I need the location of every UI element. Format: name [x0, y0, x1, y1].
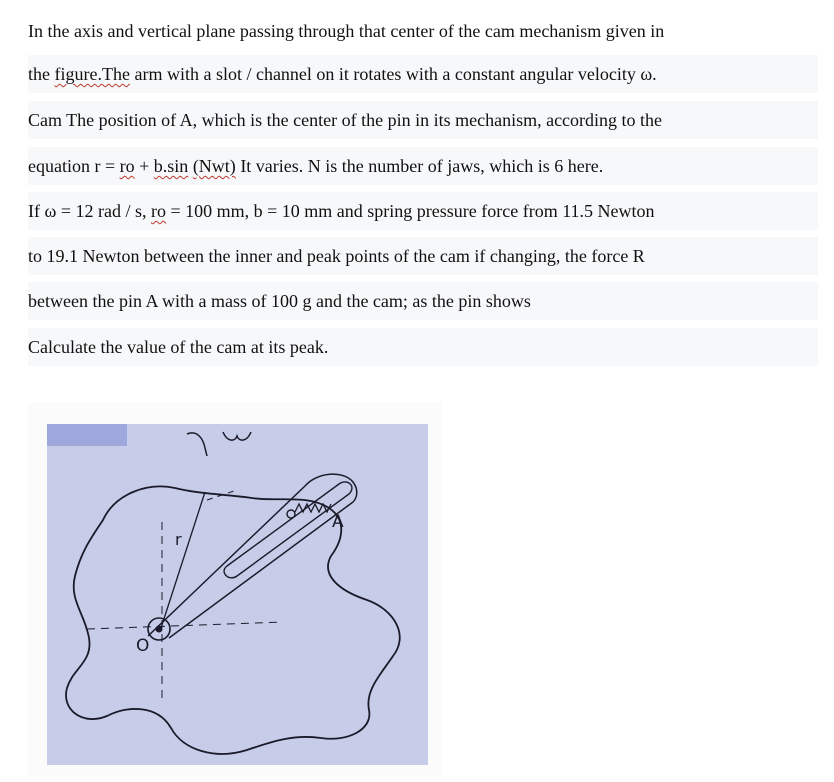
- problem-line-4: equation r = ro + b.sin (Nwt) It varies. N is the number of jaws, which is 6 here.: [28, 147, 818, 185]
- problem-line-7: between the pin A with a mass of 100 g and the cam; as the pin shows: [28, 282, 818, 320]
- label-r: r: [175, 530, 182, 549]
- spellcheck-word: ro: [119, 156, 135, 176]
- pivot-center-O: [156, 626, 163, 633]
- problem-line-5: If ω = 12 rad / s, ro = 100 mm, b = 10 mm and spring pressure force from 11.5 Newton: [28, 192, 818, 230]
- problem-line-8: Calculate the value of the cam at its peak.: [28, 328, 818, 366]
- spellcheck-word: b.sin: [153, 156, 189, 176]
- figure-corner-band: [47, 424, 127, 446]
- spellcheck-word: (Nwt): [192, 156, 236, 176]
- label-O: O: [136, 636, 150, 656]
- label-A: A: [332, 512, 344, 532]
- problem-line-2: the figure.The arm with a slot / channel on it rotates with a constant angular velocity ω.: [28, 55, 818, 93]
- problem-line-3: Cam The position of A, which is the center of the pin in its mechanism, according to the: [28, 101, 818, 139]
- cam-mechanism-figure: [47, 424, 428, 765]
- figure-paper: [47, 424, 428, 765]
- problem-line-6: to 19.1 Newton between the inner and peak points of the cam if changing, the force R: [28, 237, 818, 275]
- spellcheck-word: ro: [150, 201, 166, 221]
- problem-line-1: In the axis and vertical plane passing through that center of the cam mechanism given in: [28, 21, 665, 41]
- spellcheck-word: figure.The: [54, 64, 130, 84]
